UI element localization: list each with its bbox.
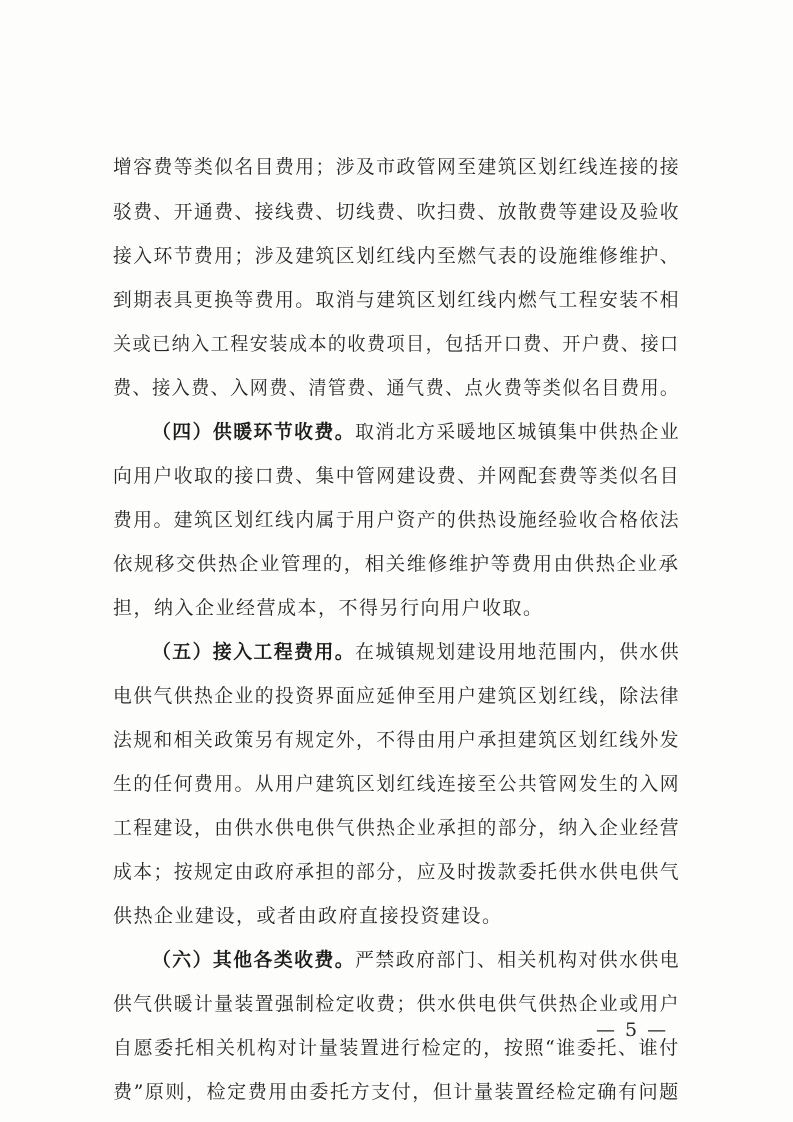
text-line bbox=[113, 816, 680, 840]
text-line bbox=[113, 772, 680, 796]
line-text: 电供气供热企业的投资界面应延伸至用户建筑区划红线，除法律 bbox=[113, 685, 681, 707]
text-line bbox=[113, 1080, 680, 1104]
text-line bbox=[113, 508, 680, 532]
section-heading: （五）接入工程费用。 bbox=[152, 641, 356, 663]
text-line bbox=[113, 332, 680, 356]
text-line bbox=[113, 288, 680, 312]
text-line bbox=[113, 200, 680, 224]
text-line bbox=[113, 596, 544, 620]
text-line bbox=[113, 860, 680, 884]
line-text: 供热企业建设，或者由政府直接投资建设。 bbox=[113, 905, 503, 927]
text-line bbox=[113, 155, 680, 179]
line-text: 成本；按规定由政府承担的部分，应及时拨款委托供水供电供气 bbox=[113, 861, 681, 883]
line-text: 在城镇规划建设用地范围内，供水供 bbox=[355, 641, 681, 663]
text-line bbox=[113, 1036, 680, 1060]
line-text: 依规移交供热企业管理的，相关维修维护等费用由供热企业承 bbox=[113, 553, 680, 575]
text-line bbox=[113, 904, 503, 928]
line-text: 费用。建筑区划红线内属于用户资产的供热设施经验收合格依法 bbox=[113, 509, 681, 531]
text-line bbox=[113, 552, 680, 576]
text-line bbox=[113, 464, 680, 488]
line-text: 取消北方采暖地区城镇集中供热企业 bbox=[355, 421, 681, 443]
text-line bbox=[152, 420, 680, 444]
line-text: 关或已纳入工程安装成本的收费项目，包括开口费、开户费、接口 bbox=[113, 333, 680, 355]
text-line bbox=[152, 640, 680, 664]
line-text: 生的任何费用。从用户建筑区划红线连接至公共管网发生的入网 bbox=[113, 773, 681, 795]
text-line bbox=[113, 992, 680, 1016]
line-text: 自愿委托相关机构对计量装置进行检定的，按照“谁委托、谁付 bbox=[113, 1037, 680, 1059]
line-text: 费”原则，检定费用由委托方支付，但计量装置经检定确有问题 bbox=[113, 1081, 680, 1103]
section-heading: （六）其他各类收费。 bbox=[152, 949, 356, 971]
text-line bbox=[152, 948, 680, 972]
line-text: 严禁政府部门、相关机构对供水供电 bbox=[355, 949, 681, 971]
line-text: 增容费等类似名目费用；涉及市政管网至建筑区划红线连接的接 bbox=[113, 156, 681, 178]
line-text: 担，纳入企业经营成本，不得另行向用户收取。 bbox=[113, 597, 544, 619]
section-heading: （四）供暖环节收费。 bbox=[152, 421, 356, 443]
line-text: 费、接入费、入网费、清管费、通气费、点火费等类似名目费用。 bbox=[113, 377, 680, 399]
line-text: 供气供暖计量装置强制检定收费；供水供电供气供热企业或用户 bbox=[113, 993, 681, 1015]
text-line bbox=[113, 684, 680, 708]
line-text: 到期表具更换等费用。取消与建筑区划红线内燃气工程安装不相 bbox=[113, 289, 681, 311]
page-number: — 5 — bbox=[596, 1019, 669, 1041]
text-line bbox=[113, 728, 680, 752]
line-text: 接入环节费用；涉及建筑区划红线内至燃气表的设施维修维护、 bbox=[113, 245, 681, 267]
line-text: 法规和相关政策另有规定外，不得由用户承担建筑区划红线外发 bbox=[113, 729, 681, 751]
line-text: 驳费、开通费、接线费、切线费、吹扫费、放散费等建设及验收 bbox=[113, 201, 681, 223]
text-line bbox=[113, 244, 680, 268]
text-line bbox=[113, 376, 680, 400]
line-text: 向用户收取的接口费、集中管网建设费、并网配套费等类似名目 bbox=[113, 465, 681, 487]
line-text: 工程建设，由供水供电供气供热企业承担的部分，纳入企业经营 bbox=[113, 817, 681, 839]
